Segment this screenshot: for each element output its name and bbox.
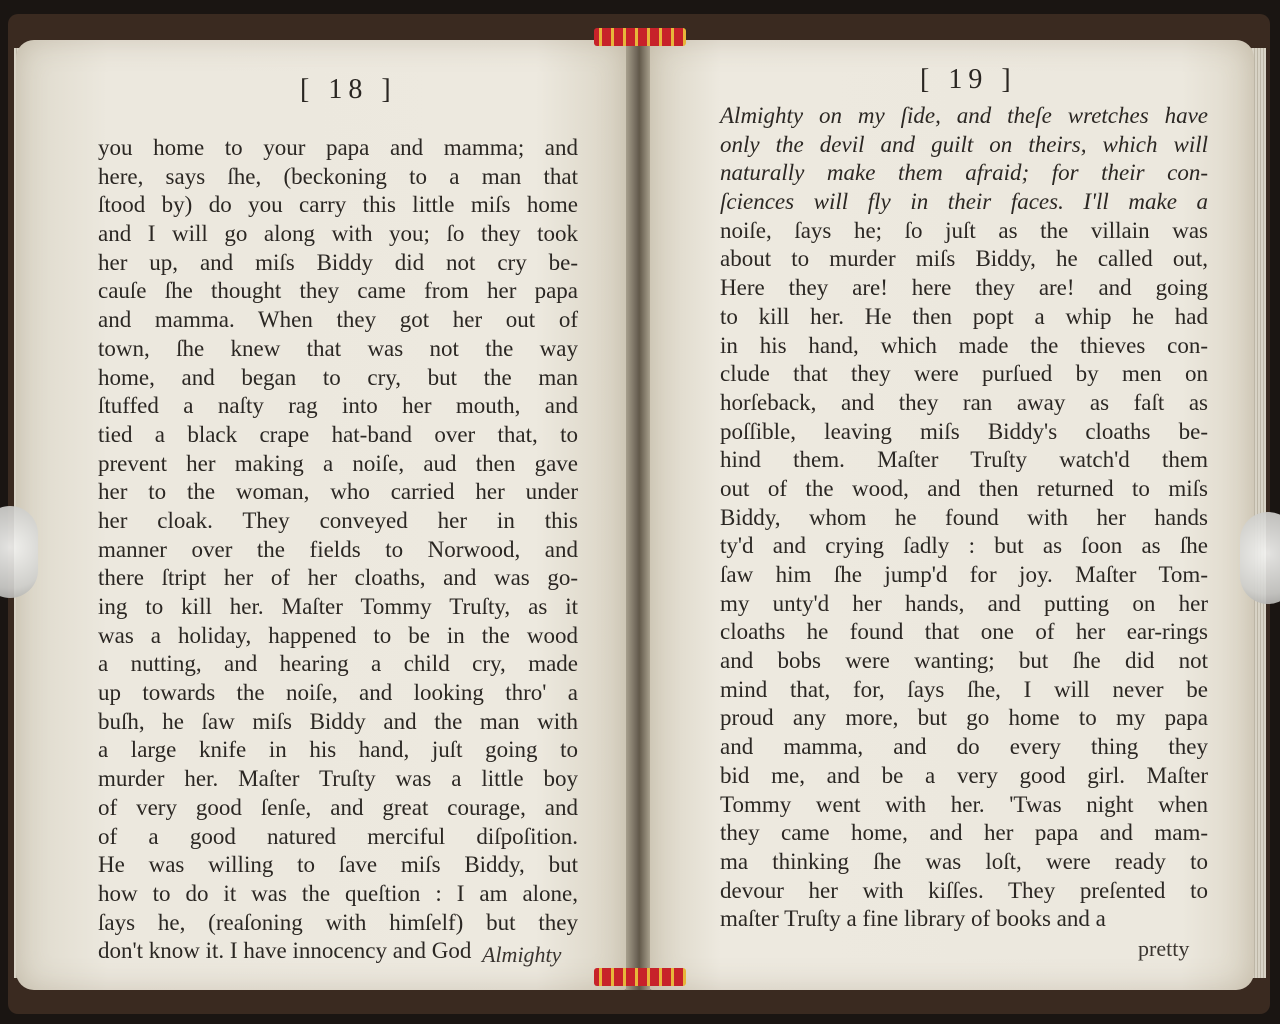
text-line: He was willing to ſave miſs Biddy, but: [98, 852, 578, 878]
right-page-number: [ 19 ]: [920, 64, 1017, 95]
text-line: ſciences will fly in their faces. I'll make a: [720, 189, 1208, 215]
right-page: [648, 40, 1254, 990]
text-line: hind them. Maſter Truſty watch'd them: [720, 447, 1208, 473]
text-line: ſtuffed a naſty rag into her mouth, and: [98, 393, 578, 419]
text-line: how to do it was the queſtion : I am alone,: [98, 880, 578, 906]
text-line: of very good ſenſe, and great courage, and: [98, 794, 578, 820]
text-line: poſſible, leaving miſs Biddy's cloaths be-: [720, 418, 1208, 444]
book-gutter: [626, 40, 650, 990]
headband-bottom: [594, 968, 686, 986]
text-line: prevent her making a noiſe, aud then gave: [98, 450, 578, 476]
text-line: and mamma. When they got her out of: [98, 307, 578, 333]
text-line: Biddy, whom he found with her hands: [720, 504, 1208, 530]
left-page-holder: [0, 506, 38, 598]
text-line: her up, and miſs Biddy did not cry be-: [98, 249, 578, 275]
text-line: to kill her. He then popt a whip he had: [720, 303, 1208, 329]
text-line: they came home, and her papa and mam-: [720, 820, 1208, 846]
text-line: ſays he, (reaſoning with himſelf) but they: [98, 909, 578, 935]
text-line: only the devil and guilt on theirs, which will: [720, 131, 1208, 157]
text-line: clude that they were purſued by men on: [720, 361, 1208, 387]
text-line: tied a black crape hat-band over that, to: [98, 421, 578, 447]
left-page: [16, 40, 628, 990]
text-line: here, says ſhe, (beckoning to a man that: [98, 163, 578, 189]
headband-top: [594, 28, 686, 46]
text-line: of a good natured merciful diſpoſition.: [98, 823, 578, 849]
text-line: ty'd and crying ſadly : but as ſoon as ſhe: [720, 533, 1208, 559]
text-line: her cloak. They conveyed her in this: [98, 507, 578, 533]
left-page-text: [98, 134, 578, 966]
text-line: there ſtript her of her cloaths, and was go-: [98, 565, 578, 591]
text-line: Almighty on my ſide, and theſe wretches have: [720, 103, 1208, 128]
text-line: murder her. Maſter Truſty was a little boy: [98, 766, 578, 792]
text-line: Here they are! here they are! and going: [720, 275, 1208, 301]
text-line: bid me, and be a very good girl. Maſter: [720, 762, 1208, 788]
text-line: don't know it. I have innocency and God: [98, 938, 472, 964]
text-line: mind that, for, ſays ſhe, I will never be: [720, 676, 1208, 702]
text-line: up towards the noiſe, and looking thro' a: [98, 680, 578, 706]
text-line: her to the woman, who carried her under: [98, 479, 578, 505]
text-line: maſter Truſty a fine library of books and a: [720, 906, 1106, 932]
text-line: horſeback, and they ran away as faſt as: [720, 389, 1208, 415]
text-line: ing to kill her. Maſter Tommy Truſty, as it: [98, 594, 578, 619]
text-line: a nutting, and hearing a child cry, made: [98, 651, 578, 677]
text-line: ſaw him ſhe jump'd for joy. Maſter Tom-: [720, 562, 1208, 587]
text-line: town, ſhe knew that was not the way: [98, 335, 578, 361]
text-line: cauſe ſhe thought they came from her papa: [98, 278, 578, 304]
text-line: devour her with kiſſes. They preſented to: [720, 877, 1208, 903]
text-line: my unty'd her hands, and putting on her: [720, 590, 1208, 616]
right-catchword: pretty: [1138, 936, 1190, 961]
text-line: and bobs were wanting; but ſhe did not: [720, 648, 1208, 674]
left-catchword: Almighty: [482, 942, 562, 967]
right-page-holder: [1240, 512, 1280, 604]
text-line: proud any more, but go home to my papa: [720, 705, 1208, 731]
text-line: buſh, he ſaw miſs Biddy and the man with: [98, 708, 578, 734]
right-page-text: [720, 102, 1208, 934]
text-line: in his hand, which made the thieves con-: [720, 332, 1208, 358]
text-line: about to murder miſs Biddy, he called out,: [720, 246, 1208, 272]
text-line: was a holiday, happened to be in the wood: [98, 622, 578, 648]
text-line: a large knife in his hand, juſt going to: [98, 737, 578, 763]
text-line: ſtood by) do you carry this little miſs home: [98, 192, 578, 218]
text-line: ma thinking ſhe was loſt, were ready to: [720, 848, 1208, 874]
text-line: noiſe, ſays he; ſo juſt as the villain was: [720, 217, 1208, 243]
text-line: you home to your papa and mamma; and: [98, 135, 578, 160]
text-line: manner over the fields to Norwood, and: [98, 536, 578, 562]
text-line: cloaths he found that one of her ear-rings: [720, 619, 1208, 645]
text-line: naturally make them afraid; for their con-: [720, 160, 1208, 186]
text-line: out of the wood, and then returned to miſs: [720, 475, 1208, 501]
text-line: and I will go along with you; ſo they took: [98, 221, 578, 247]
text-line: Tommy went with her. 'Twas night when: [720, 791, 1208, 817]
left-page-number: [ 18 ]: [300, 74, 397, 105]
text-line: home, and began to cry, but the man: [98, 364, 578, 390]
text-line: and mamma, and do every thing they: [720, 734, 1208, 760]
